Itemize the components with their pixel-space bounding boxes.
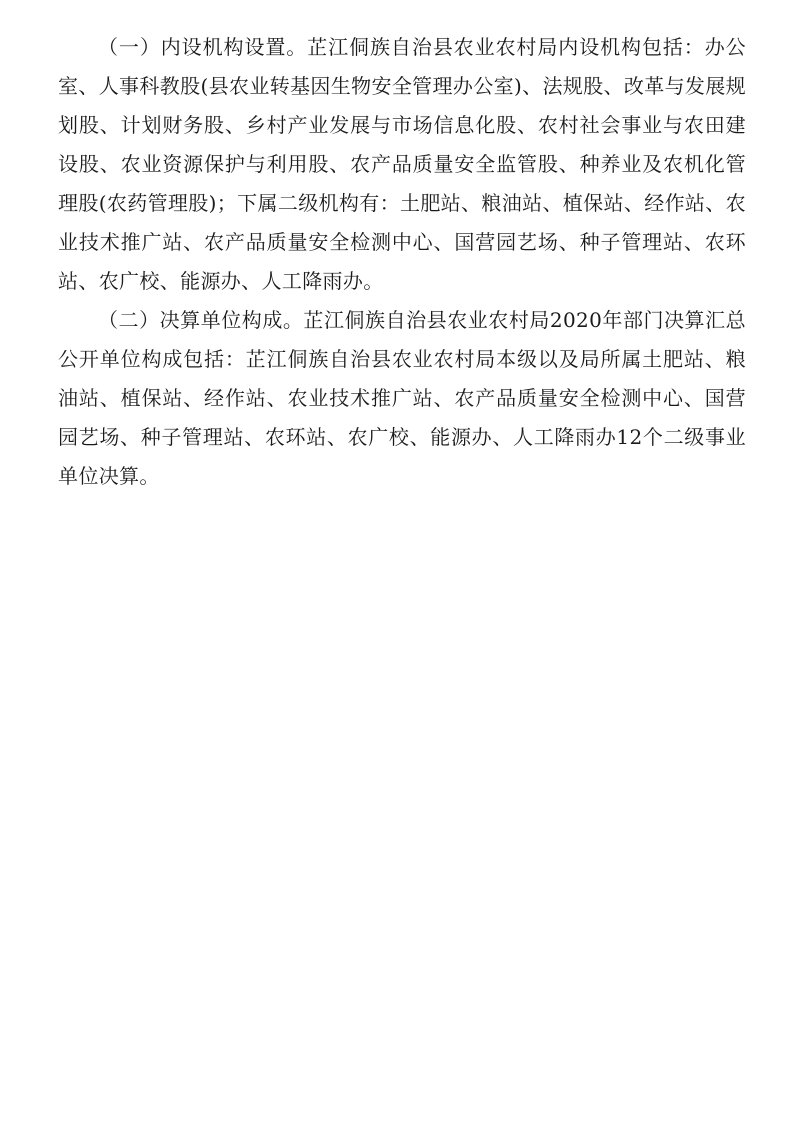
document-body — [58, 28, 746, 496]
paragraph-internal-structure: （一）内设机构设置。芷江侗族自治县农业农村局内设机构包括：办公室、人事科教股(县农业转基因生物安全管理办公室)、法规股、改革与发展规划股、计划财务股、乡村产业发展与市场信息化股、农村社会事业与农田建设股、农业资源保护与利用股、农产品质量安全监管股、种养业及农机化管理股(农药管理股)；下属二级机构有：土肥站、粮油站、植保站、经作站、农业技术推广站、农产品质量安全检测中心、国营园艺场、种子管理站、农环站、农广校、能源办、人工降雨办。 — [58, 35, 746, 293]
paragraph-budget-units: （二）决算单位构成。芷江侗族自治县农业农村局2020年部门决算汇总公开单位构成包括：芷江侗族自治县农业农村局本级以及局所属土肥站、粮油站、植保站、经作站、农业技术推广站、农产品质量安全检测中心、国营园艺场、种子管理站、农环站、农广校、能源办、人工降雨办12个二级事业单位决算。 — [58, 308, 746, 488]
